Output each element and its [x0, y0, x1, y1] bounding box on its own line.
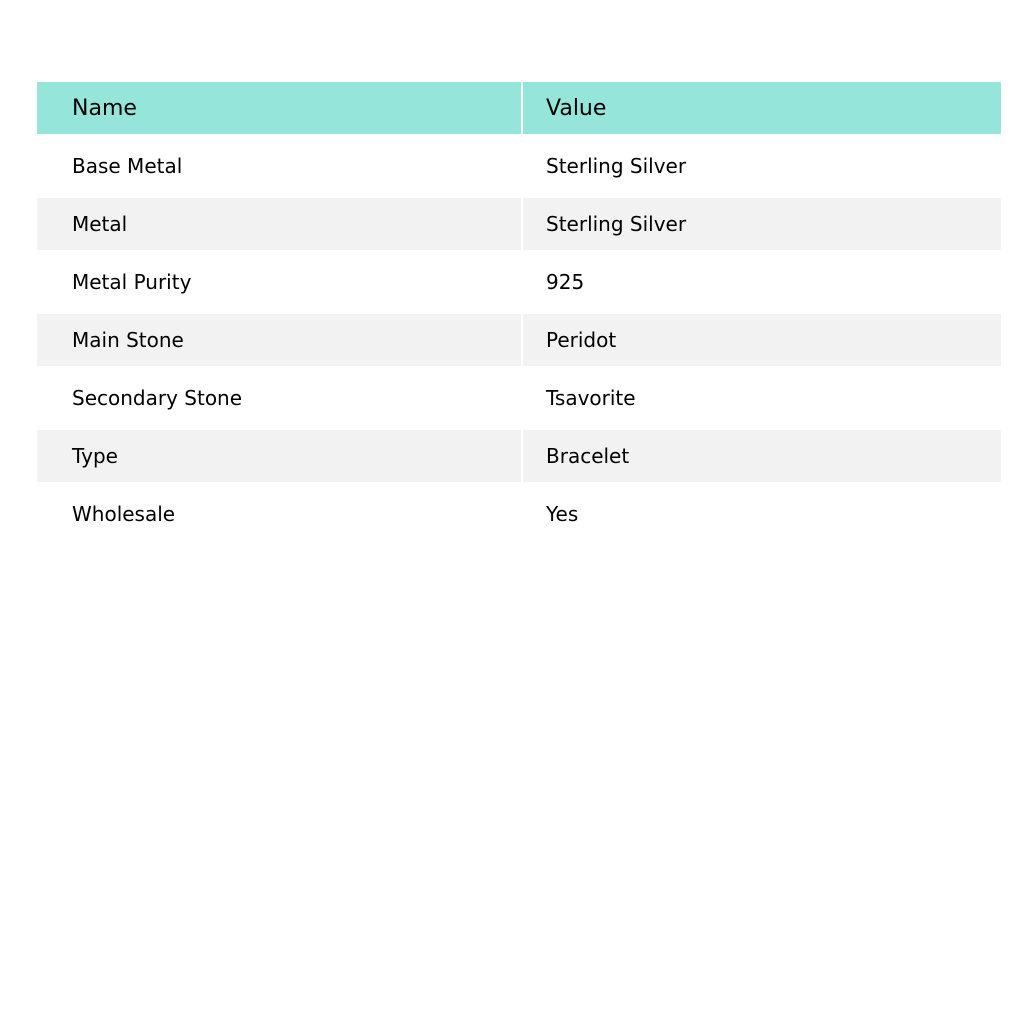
row-value: Sterling Silver [546, 212, 687, 236]
row-value: Yes [546, 502, 579, 526]
row-name-cell [37, 134, 522, 198]
table-row [37, 198, 1001, 250]
specifications-table [37, 82, 1001, 546]
row-name: Metal [72, 212, 128, 236]
table-header [37, 82, 1001, 134]
row-name: Base Metal [72, 154, 183, 178]
table-row [37, 366, 1001, 430]
row-name: Main Stone [72, 328, 184, 352]
row-name-cell [37, 430, 522, 482]
table-row [37, 314, 1001, 366]
row-name: Wholesale [72, 502, 176, 526]
row-name-cell [37, 366, 522, 430]
table-row [37, 134, 1001, 198]
header-row [37, 82, 1001, 134]
column-header-value-label: Value [546, 95, 607, 121]
row-name-cell [37, 314, 522, 366]
row-value: Bracelet [546, 444, 630, 468]
table-row [37, 430, 1001, 482]
row-value: 925 [546, 270, 585, 294]
row-name: Metal Purity [72, 270, 192, 294]
table-body [37, 134, 1001, 546]
row-value-cell [522, 250, 1001, 314]
row-name: Type [72, 444, 118, 468]
row-value: Sterling Silver [546, 154, 687, 178]
column-header-name [37, 82, 522, 134]
column-header-name-label: Name [72, 95, 137, 121]
row-name-cell [37, 250, 522, 314]
row-value-cell [522, 134, 1001, 198]
row-name-cell [37, 198, 522, 250]
row-name-cell [37, 482, 522, 546]
row-value-cell [522, 314, 1001, 366]
table-row [37, 482, 1001, 546]
column-header-value [522, 82, 1001, 134]
row-value: Tsavorite [546, 386, 636, 410]
row-value-cell [522, 482, 1001, 546]
row-value-cell [522, 198, 1001, 250]
table-row [37, 250, 1001, 314]
row-value: Peridot [546, 328, 617, 352]
row-name: Secondary Stone [72, 386, 243, 410]
row-value-cell [522, 430, 1001, 482]
row-value-cell [522, 366, 1001, 430]
